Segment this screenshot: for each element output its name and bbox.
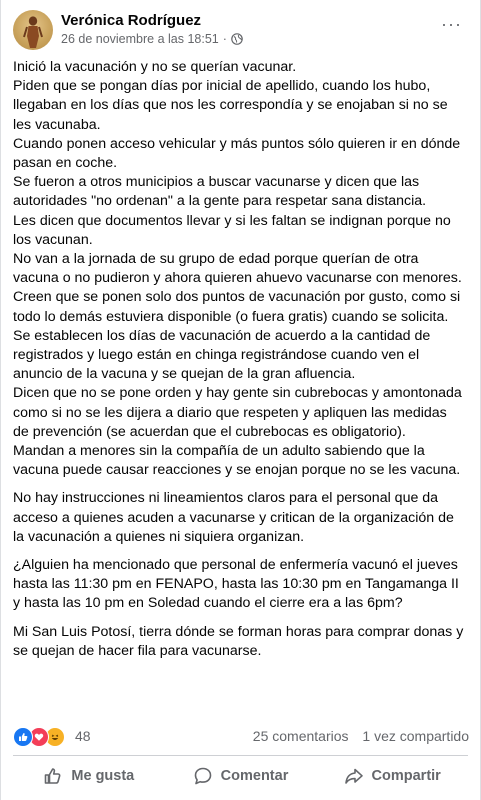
- comments-count[interactable]: 25 comentarios: [252, 728, 349, 744]
- author-name[interactable]: Verónica Rodríguez: [61, 12, 202, 29]
- post-timestamp[interactable]: 26 de noviembre a las 18:51: [61, 32, 219, 46]
- post-paragraph: Inició la vacunación y no se querían vacunar. Piden que se pongan días por inicial de apellido, cuando los hubo, llegaban en los días que nos les correspondía y se enojaban si no se les vacunaba. Cuando ponen acceso vehicular y más puntos sólo quieren ir en dónde pasan en coche. Se fueron a otros municipios a buscar vacunarse y dicen que las autoridades "no ordenan" a la gente para respetar sana distancia. Les dicen que documentos llevar y si les faltan se indignan porque no los vacunan. No van a la jornada de su grupo de edad porque querían de otra vacuna o no pudieron y ahora quieren ahuevo vacunarse con menores. Creen que se ponen solo dos puntos de vacunación por gusto, como si todo lo demás estuviera disponible (o fuera gratis) cuando se solicita. Se establecen los días de vacunación de acuerdo a la cantidad de registrados y luego están en chinga registrándose cuando ven el anuncio de la vacuna y se quejan de la gran afluencia. Dicen que no se pone orden y hay gente sin cubrebocas y amontonada como si no se les dijera a diario que respeten y apliquen las medidas de prevención (se acuerdan que el cubrebocas es obligatorio). Mandan a menores sin la compañía de un adulto sabiendo que la vacuna puede causar reacciones y se enojan porque no se les vacuna.: [13, 59, 462, 479]
- like-icon: [13, 727, 33, 747]
- reactions-bar: [13, 727, 469, 747]
- meta-separator: ·: [222, 32, 227, 46]
- post-body: [13, 58, 465, 670]
- divider: [13, 755, 468, 756]
- comment-icon: [193, 766, 213, 786]
- action-bar: [13, 760, 468, 792]
- engagement-counts: [253, 728, 469, 744]
- reaction-count[interactable]: 48: [75, 728, 91, 744]
- like-button[interactable]: [13, 760, 165, 792]
- post-paragraph: No hay instrucciones ni lineamientos claros para el personal que da acceso a quienes acuden a vacunarse y critican de la organización de la vacunación a quienes ni siquiera organizan.: [13, 490, 454, 545]
- thumbs-up-icon: [43, 766, 63, 786]
- post-paragraph: Mi San Luis Potosí, tierra dónde se forman horas para comprar donas y se quejan de hacer fila para vacunarse.: [13, 623, 464, 659]
- share-button[interactable]: [316, 760, 468, 792]
- globe-icon[interactable]: [231, 33, 243, 45]
- more-options-icon[interactable]: ···: [441, 14, 462, 34]
- reaction-icons[interactable]: [13, 727, 61, 747]
- comment-label: Comentar: [220, 768, 289, 784]
- share-label: Compartir: [371, 768, 441, 784]
- post-header: [13, 10, 468, 50]
- post-meta: [61, 32, 243, 46]
- comment-button[interactable]: [165, 760, 317, 792]
- share-icon: [344, 766, 364, 786]
- avatar[interactable]: [13, 10, 53, 50]
- shares-count[interactable]: 1 vez compartido: [362, 728, 469, 744]
- like-label: Me gusta: [71, 768, 135, 784]
- post-paragraph: ¿Alguien ha mencionado que personal de enfermería vacunó el jueves hasta las 11:30 pm en FENAPO, hasta las 10:30 pm en Tangamanga II y hasta las 10 pm en Soledad cuando el cierre era a las 6pm?: [13, 557, 459, 612]
